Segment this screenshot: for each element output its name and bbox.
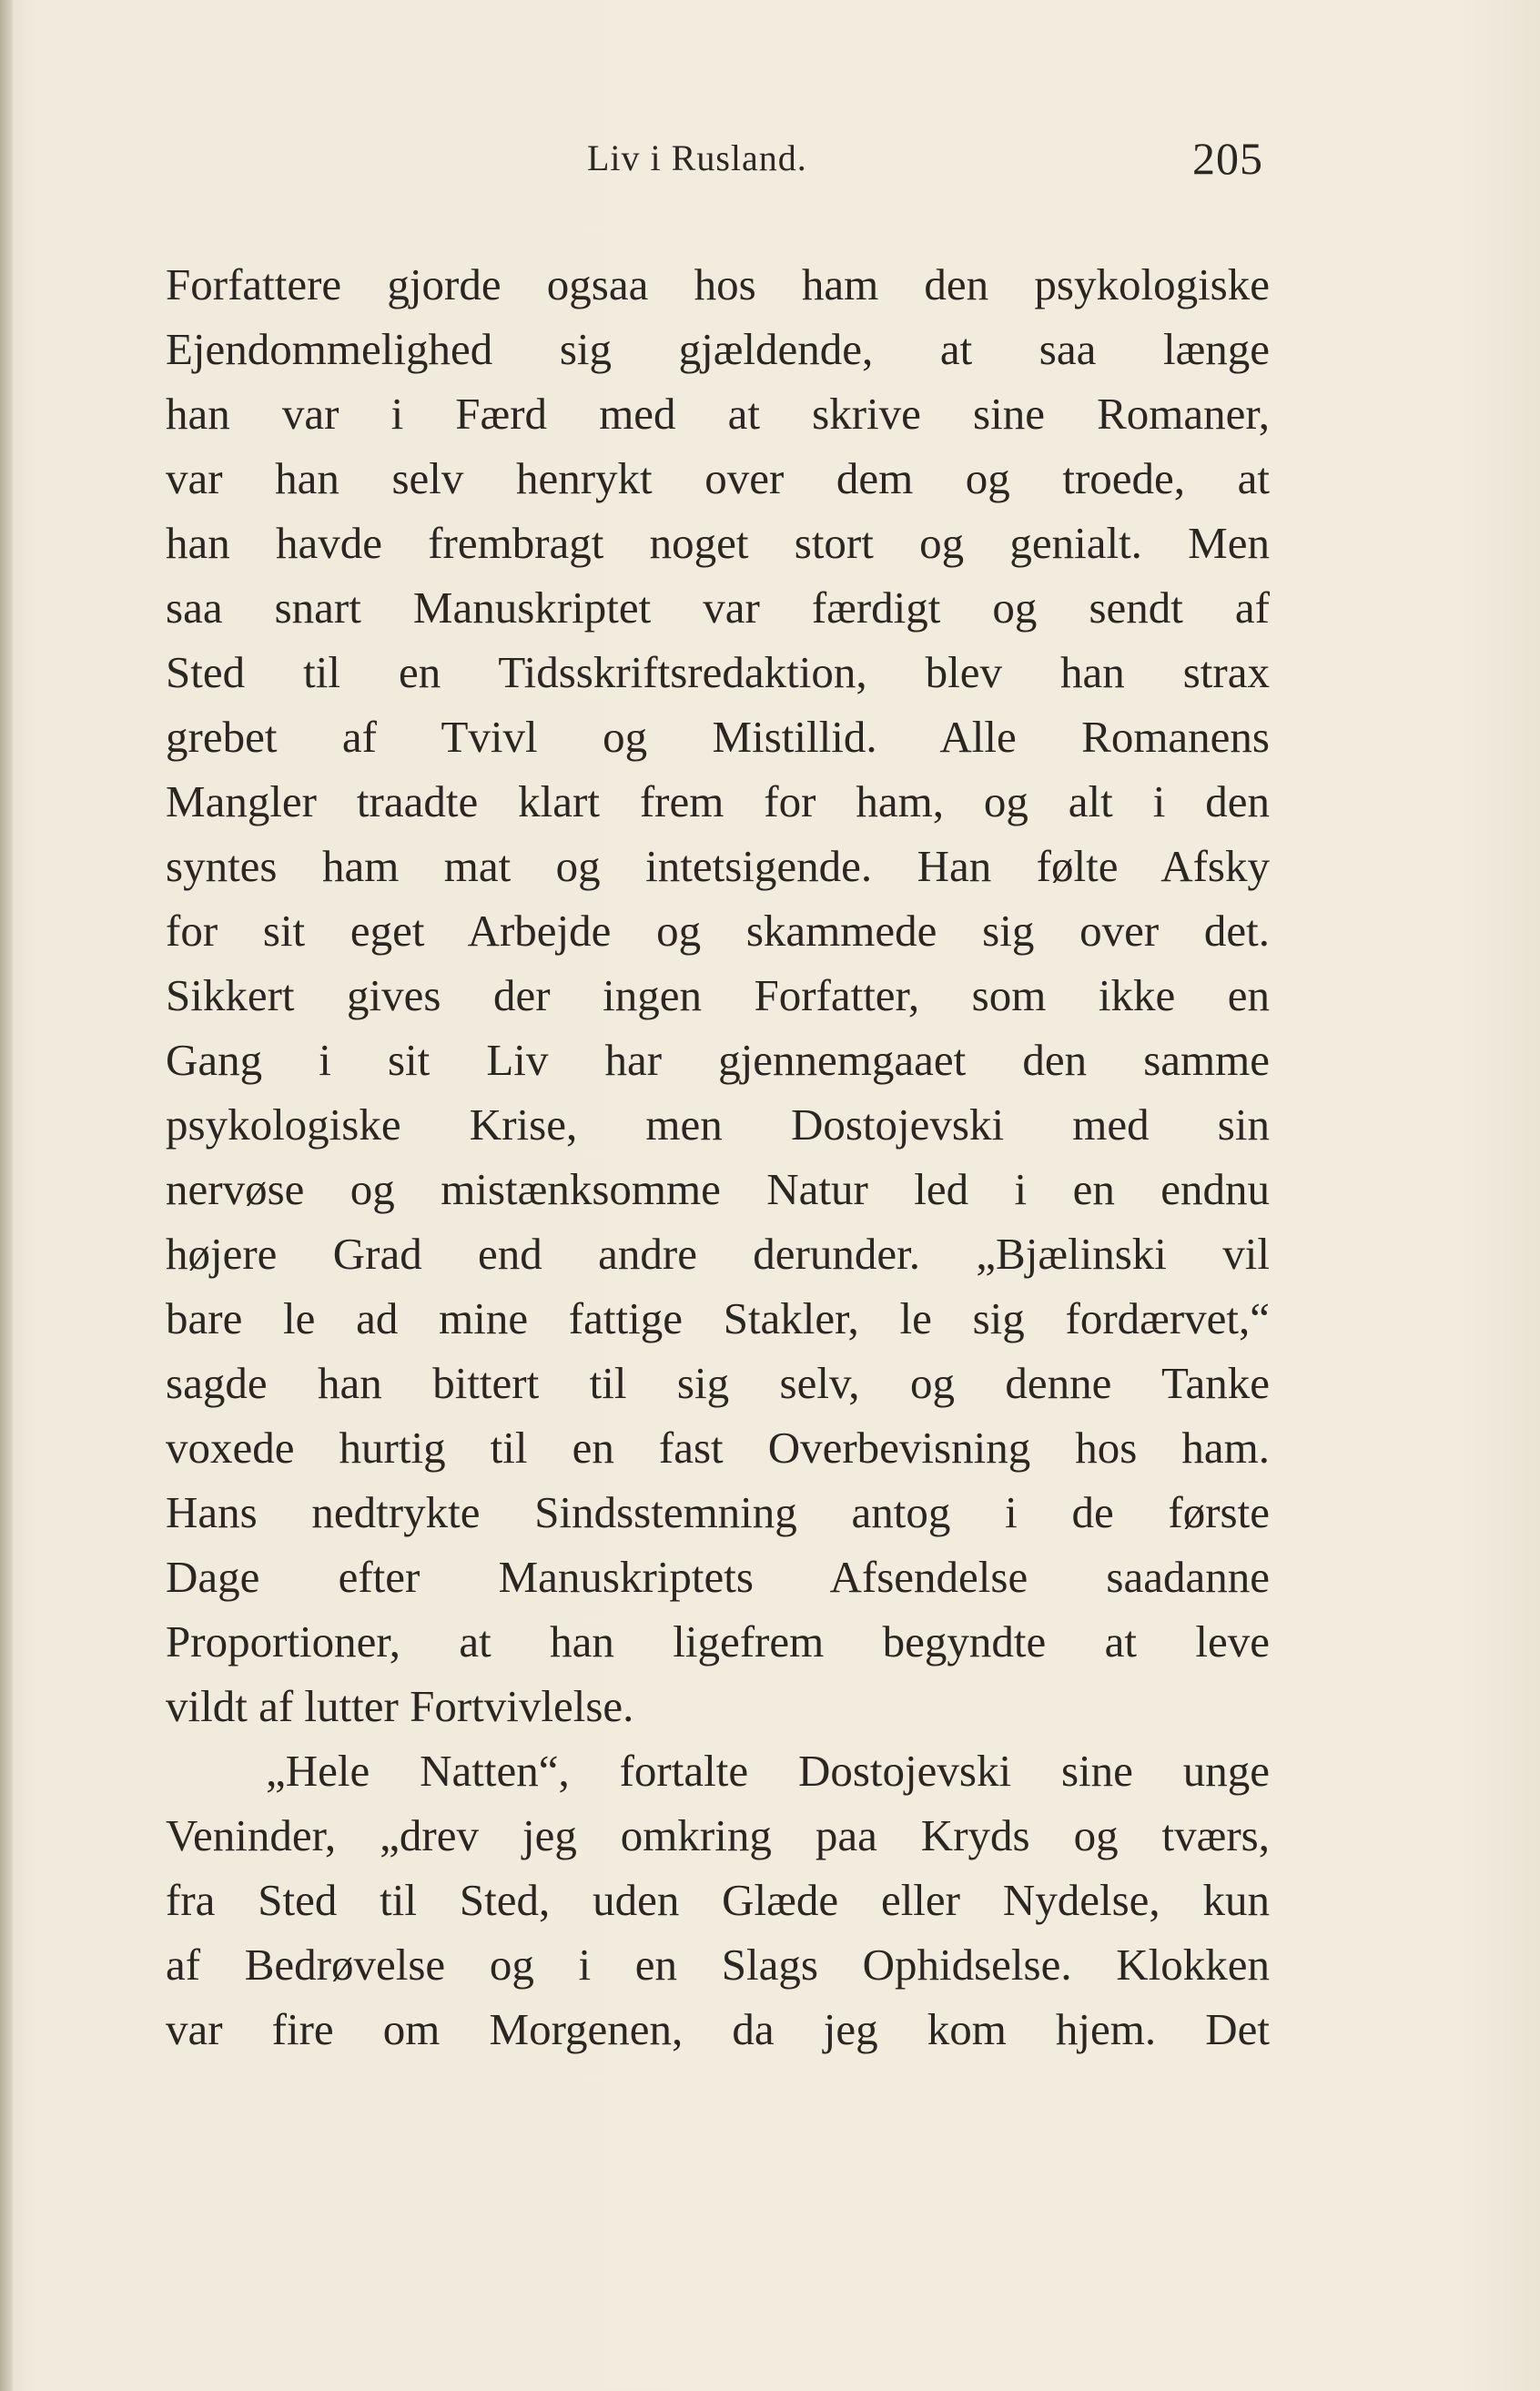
text-line: bare le ad mine fattige Stakler, le sig fordærvet,“ <box>166 1293 1270 1343</box>
text-line: Ejendommelighed sig gjældende, at saa længe <box>166 324 1270 374</box>
text-line: Veninder, „drev jeg omkring paa Kryds og tværs, <box>166 1810 1270 1860</box>
text-line: var han selv henrykt over dem og troede, at <box>166 453 1270 503</box>
text-line: Sikkert gives der ingen Forfatter, som ikke en <box>166 970 1270 1020</box>
text-line: nervøse og mistænksomme Natur led i en endnu <box>166 1164 1270 1214</box>
body-text <box>166 252 1270 2062</box>
text-line: han havde frembragt noget stort og genialt. Men <box>166 518 1270 568</box>
text-line: han var i Færd med at skrive sine Romaner, <box>166 389 1270 439</box>
text-line: Proportioner, at han ligefrem begyndte at leve <box>166 1616 1270 1667</box>
text-line: saa snart Manuskriptet var færdigt og sendt af <box>166 583 1270 633</box>
binding-edge <box>0 0 13 2391</box>
page-number: 205 <box>1192 133 1263 184</box>
text-line: sagde han bittert til sig selv, og denne Tanke <box>166 1358 1270 1408</box>
running-title: Liv i Rusland. <box>587 137 807 178</box>
text-line: Dage efter Manuskriptets Afsendelse saadanne <box>166 1552 1270 1602</box>
text-line: „Hele Natten“, fortalte Dostojevski sine unge <box>266 1746 1270 1796</box>
text-line: voxede hurtig til en fast Overbevisning hos ham. <box>166 1423 1270 1473</box>
text-line: psykologiske Krise, men Dostojevski med sin <box>166 1099 1270 1150</box>
text-line: grebet af Tvivl og Mistillid. Alle Romanens <box>166 712 1270 762</box>
text-line: Sted til en Tidsskriftsredaktion, blev han strax <box>166 647 1270 697</box>
text-line: Mangler traadte klart frem for ham, og alt i den <box>166 776 1270 826</box>
text-line: fra Sted til Sted, uden Glæde eller Nydelse, kun <box>166 1875 1270 1925</box>
text-line: af Bedrøvelse og i en Slags Ophidselse. Klokken <box>166 1940 1270 1990</box>
text-line: var fire om Morgenen, da jeg kom hjem. Det <box>166 2004 1270 2054</box>
text-line: Gang i sit Liv har gjennemgaaet den samme <box>166 1035 1270 1085</box>
text-line: syntes ham mat og intetsigende. Han følte Afsky <box>166 841 1270 891</box>
text-line: vildt af lutter Fortvivlelse. <box>166 1681 634 1731</box>
text-line: Forfattere gjorde ogsaa hos ham den psykologiske <box>166 259 1270 309</box>
text-line: Hans nedtrykte Sindsstemning antog i de første <box>166 1487 1270 1537</box>
text-line: for sit eget Arbejde og skammede sig over det. <box>166 906 1270 956</box>
text-line: højere Grad end andre derunder. „Bjælinski vil <box>166 1229 1270 1279</box>
